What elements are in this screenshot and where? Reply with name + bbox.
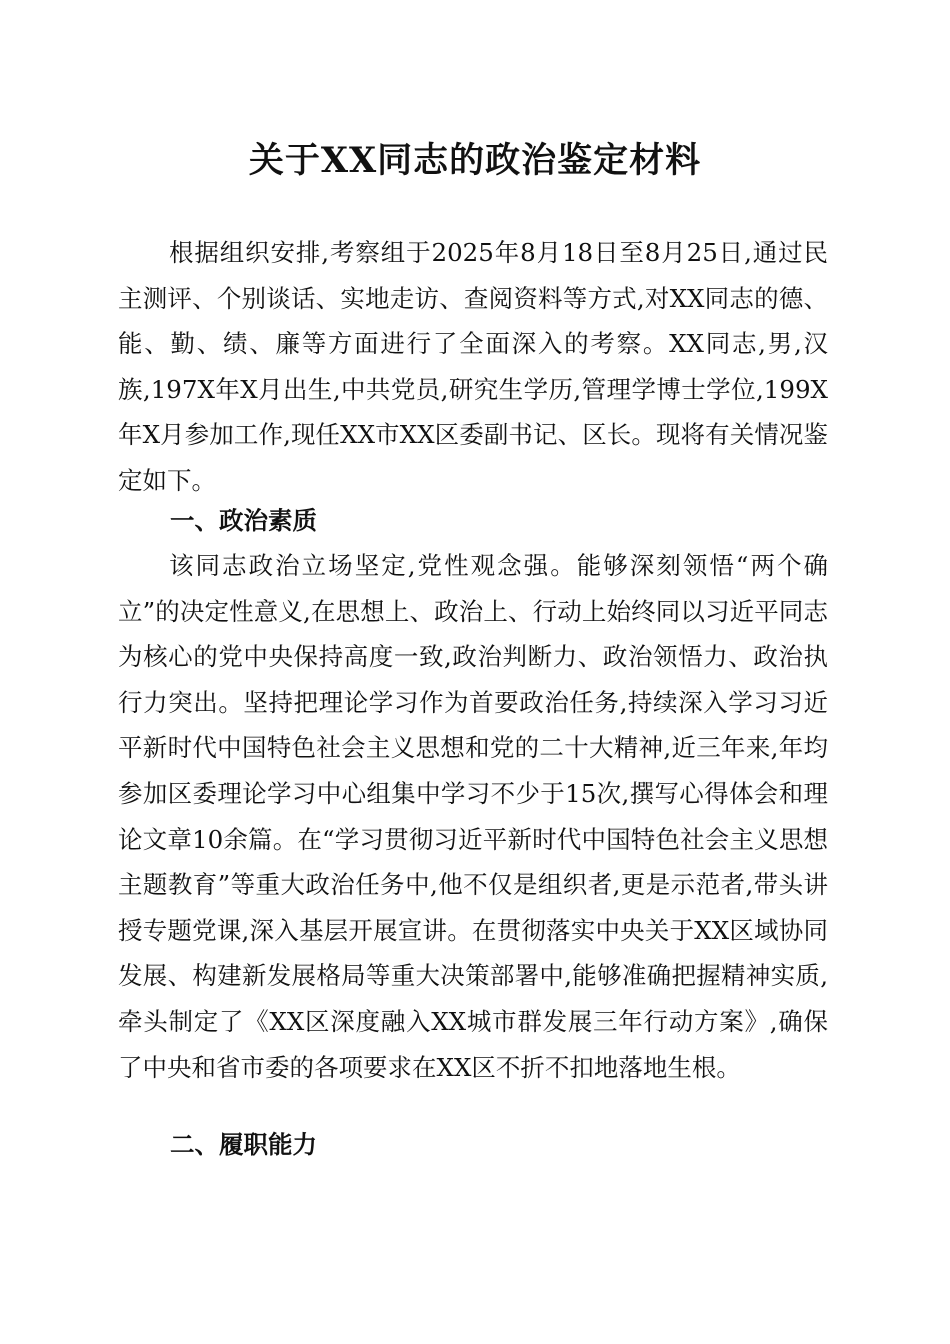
section-heading-performance-ability: 二、履职能力 [170,1130,317,1159]
political-quality-paragraph: 该同志政治立场坚定,党性观念强。能够深刻领悟“两个确立”的决定性意义,在思想上、政治上、行动上始终同以习近平同志为核心的党中央保持高度一致,政治判断力、政治领悟力、政治执行力突出。坚持把理论学习作为首要政治任务,持续深入学习习近平新时代中国特色社会主义思想和党的二十大精神,近三年来,年均参加区委理论学习中心组集中学习不少于15次,撰写心得体会和理论文章10余篇。在“学习贯彻习近平新时代中国特色社会主义思想主题教育”等重大政治任务中,他不仅是组织者,更是示范者,带头讲授专题党课,深入基层开展宣讲。在贯彻落实中央关于XX区域协同发展、构建新发展格局等重大决策部署中,能够准确把握精神实质,牵头制定了《XX区深度融入XX城市群发展三年行动方案》,确保了中央和省市委的各项要求在XX区不折不扣地落地生根。 [118,551,828,1082]
section-heading-political-quality: 一、政治素质 [170,506,317,535]
intro-paragraph: 根据组织安排,考察组于2025年8月18日至8月25日,通过民主测评、个别谈话、实地走访、查阅资料等方式,对XX同志的德、能、勤、绩、廉等方面进行了全面深入的考察。XX同志,男,汉族,197X年X月出生,中共党员,研究生学历,管理学博士学位,199X年X月参加工作,现任XX市XX区委副书记、区长。现将有关情况鉴定如下。 [118,238,828,495]
document-title: 关于XX同志的政治鉴定材料 [248,140,702,181]
